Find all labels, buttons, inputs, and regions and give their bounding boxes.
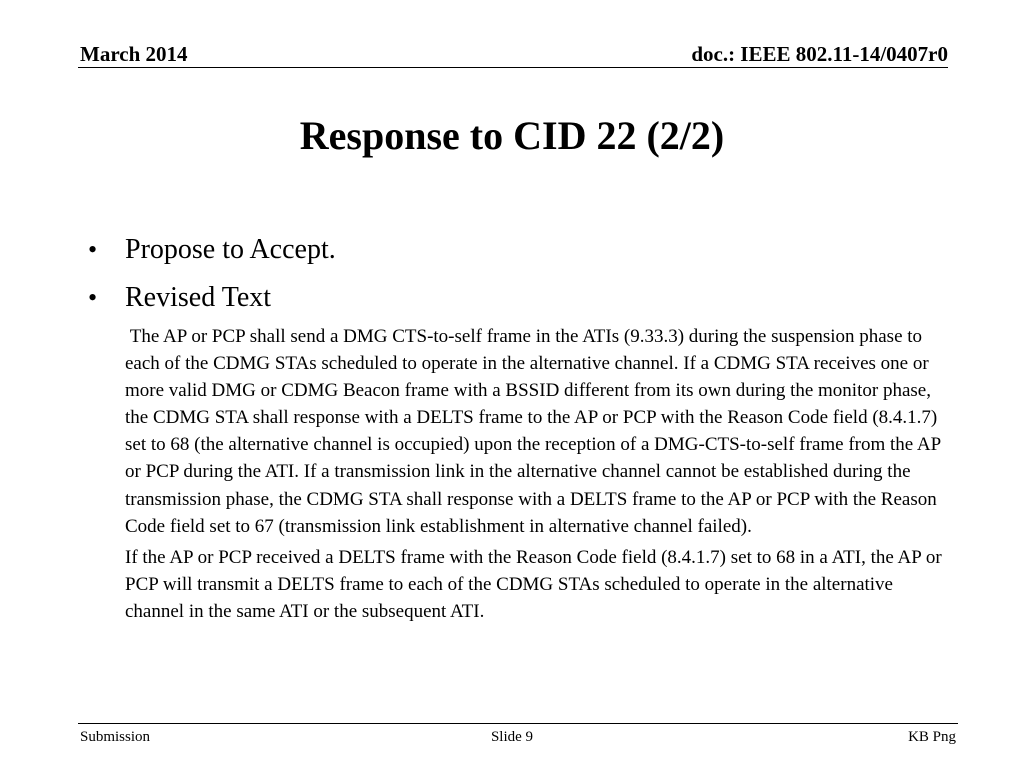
- bullet-text: Revised Text: [125, 282, 272, 313]
- revised-text-block: [125, 323, 945, 625]
- slide-title: Response to CID 22 (2/2): [299, 113, 725, 158]
- body-paragraph: If the AP or PCP received a DELTS frame with the Reason Code field (8.4.1.7) set to 68 in a ATI, the AP or PCP will transmit a DELTS frame to each of the CDMG STAs scheduled to operate in the alternative channel in the same ATI or the subsequent ATI.: [125, 546, 942, 622]
- header-date: March 2014: [80, 42, 188, 66]
- bullet-icon: •: [88, 283, 98, 312]
- footer-divider: [78, 723, 958, 724]
- bullet-item: [88, 228, 948, 276]
- bullet-text: Propose to Accept.: [125, 234, 336, 265]
- header-divider: [78, 67, 948, 68]
- body-paragraph: The AP or PCP shall send a DMG CTS-to-self frame in the ATIs (9.33.3) during the suspension phase to each of the CDMG STAs scheduled to operate in the alternative channel. If a CDMG STA receives one or more valid DMG or CDMG Beacon frame with a BSSID different from its own during the monitor phase, the CDMG STA shall response with a DELTS frame to the AP or PCP with the Reason Code field (8.4.1.7) set to 68 (the alternative channel is occupied) upon the reception of a DMG-CTS-to-self frame from the AP or PCP during the ATI. If a transmission link in the alternative channel cannot be established during the transmission phase, the CDMG STA shall response with a DELTS frame to the AP or PCP with the Reason Code field set to 67 (transmission link establishment in alternative channel failed).: [125, 326, 946, 537]
- header-doc-id: doc.: IEEE 802.11-14/0407r0: [691, 42, 948, 66]
- slide-number: Slide 9: [490, 729, 534, 745]
- bullet-icon: •: [88, 235, 98, 264]
- bullet-list: [88, 228, 948, 324]
- footer-author: KB Png: [908, 729, 956, 745]
- footer-submission: Submission: [80, 729, 151, 745]
- bullet-item: [88, 276, 948, 324]
